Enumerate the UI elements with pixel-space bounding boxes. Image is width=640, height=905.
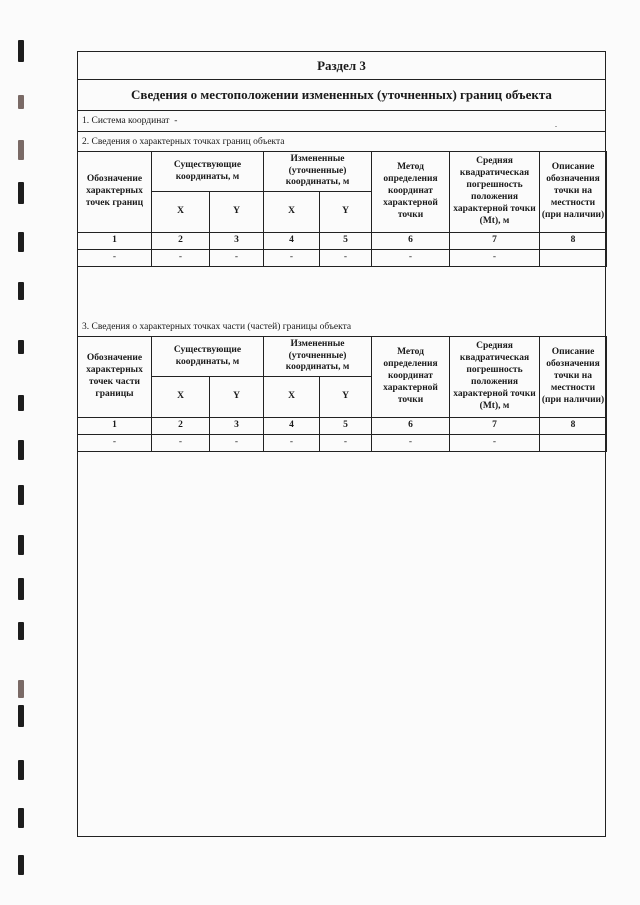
table-cell: [540, 250, 607, 267]
table-cell: -: [210, 250, 264, 267]
binding-hole: [18, 855, 24, 875]
table-cell: -: [78, 435, 152, 452]
column-number: 3: [210, 418, 264, 435]
header-error: Средняя квадратическая погрешность положения характерной точки (Mt), м: [450, 337, 540, 418]
binding-hole: [18, 485, 24, 505]
header-changed-coordinates: Измененные (уточненные) координаты, м: [264, 337, 372, 377]
table-cell: -: [264, 250, 320, 267]
column-number: 8: [540, 233, 607, 250]
table-points-heading: 2. Сведения о характерных точках границ объекта: [78, 132, 605, 152]
header-x: X: [152, 377, 210, 418]
column-number: 4: [264, 418, 320, 435]
column-number: 1: [78, 418, 152, 435]
table-parts-heading: 3. Сведения о характерных точках части (частей) границы объекта: [78, 318, 605, 337]
table-cell: -: [320, 250, 372, 267]
column-number: 5: [320, 233, 372, 250]
scan-dot: .: [555, 120, 557, 129]
column-number: 2: [152, 418, 210, 435]
column-number: 6: [372, 233, 450, 250]
binding-hole: [18, 535, 24, 555]
header-description: Описание обозначения точки на местности (при наличии): [540, 337, 607, 418]
table-cell: -: [372, 435, 450, 452]
column-number: 5: [320, 418, 372, 435]
binding-hole: [18, 140, 24, 160]
binding-hole: [18, 395, 24, 411]
binding-hole: [18, 340, 24, 354]
table-cell: -: [152, 250, 210, 267]
header-method: Метод определения координат характерной точки: [372, 152, 450, 233]
binding-hole: [18, 182, 24, 204]
binding-hole: [18, 40, 24, 62]
table-row: [78, 435, 607, 452]
table-cell: -: [320, 435, 372, 452]
binding-hole: [18, 760, 24, 780]
table-cell: -: [152, 435, 210, 452]
header-existing-coordinates: Существующие координаты, м: [152, 337, 264, 377]
header-method: Метод определения координат характерной точки: [372, 337, 450, 418]
header-designation: Обозначение характерных точек границ: [78, 152, 152, 233]
table-cell: [540, 435, 607, 452]
header-x: X: [264, 377, 320, 418]
binding-hole: [18, 705, 24, 727]
table-cell: -: [210, 435, 264, 452]
binding-hole: [18, 808, 24, 828]
header-y: Y: [210, 377, 264, 418]
binding-hole: [18, 578, 24, 600]
header-y: Y: [320, 377, 372, 418]
column-number: 6: [372, 418, 450, 435]
column-number: 2: [152, 233, 210, 250]
binding-hole: [18, 440, 24, 460]
header-designation: Обозначение характерных точек части границы: [78, 337, 152, 418]
column-number: 4: [264, 233, 320, 250]
header-x: X: [152, 192, 210, 233]
table-cell: -: [372, 250, 450, 267]
header-y: Y: [210, 192, 264, 233]
column-number: 7: [450, 418, 540, 435]
table-row: [78, 250, 607, 267]
column-number: 1: [78, 233, 152, 250]
coordinate-system-label: 1. Система координат: [82, 116, 170, 126]
header-description: Описание обозначения точки на местности (при наличии): [540, 152, 607, 233]
column-number: 8: [540, 418, 607, 435]
header-error: Средняя квадратическая погрешность положения характерной точки (Mt), м: [450, 152, 540, 233]
table-cell: -: [264, 435, 320, 452]
section-title: Раздел 3: [78, 52, 605, 80]
document-frame: [77, 51, 606, 837]
table-cell: -: [78, 250, 152, 267]
table-points: [77, 151, 607, 267]
table-cell: -: [450, 435, 540, 452]
table-cell: -: [450, 250, 540, 267]
binding-hole: [18, 232, 24, 252]
binding-hole: [18, 95, 24, 109]
coordinate-system-row: [78, 111, 605, 132]
header-changed-coordinates: Измененные (уточненные) координаты, м: [264, 152, 372, 192]
binding-hole: [18, 282, 24, 300]
table-parts: [77, 336, 607, 452]
section-subtitle: Сведения о местоположении измененных (уточненных) границ объекта: [78, 80, 605, 111]
column-number: 3: [210, 233, 264, 250]
header-y: Y: [320, 192, 372, 233]
binding-hole: [18, 680, 24, 698]
header-x: X: [264, 192, 320, 233]
header-existing-coordinates: Существующие координаты, м: [152, 152, 264, 192]
column-number: 7: [450, 233, 540, 250]
binding-hole: [18, 622, 24, 640]
coordinate-system-value: -: [174, 116, 178, 126]
